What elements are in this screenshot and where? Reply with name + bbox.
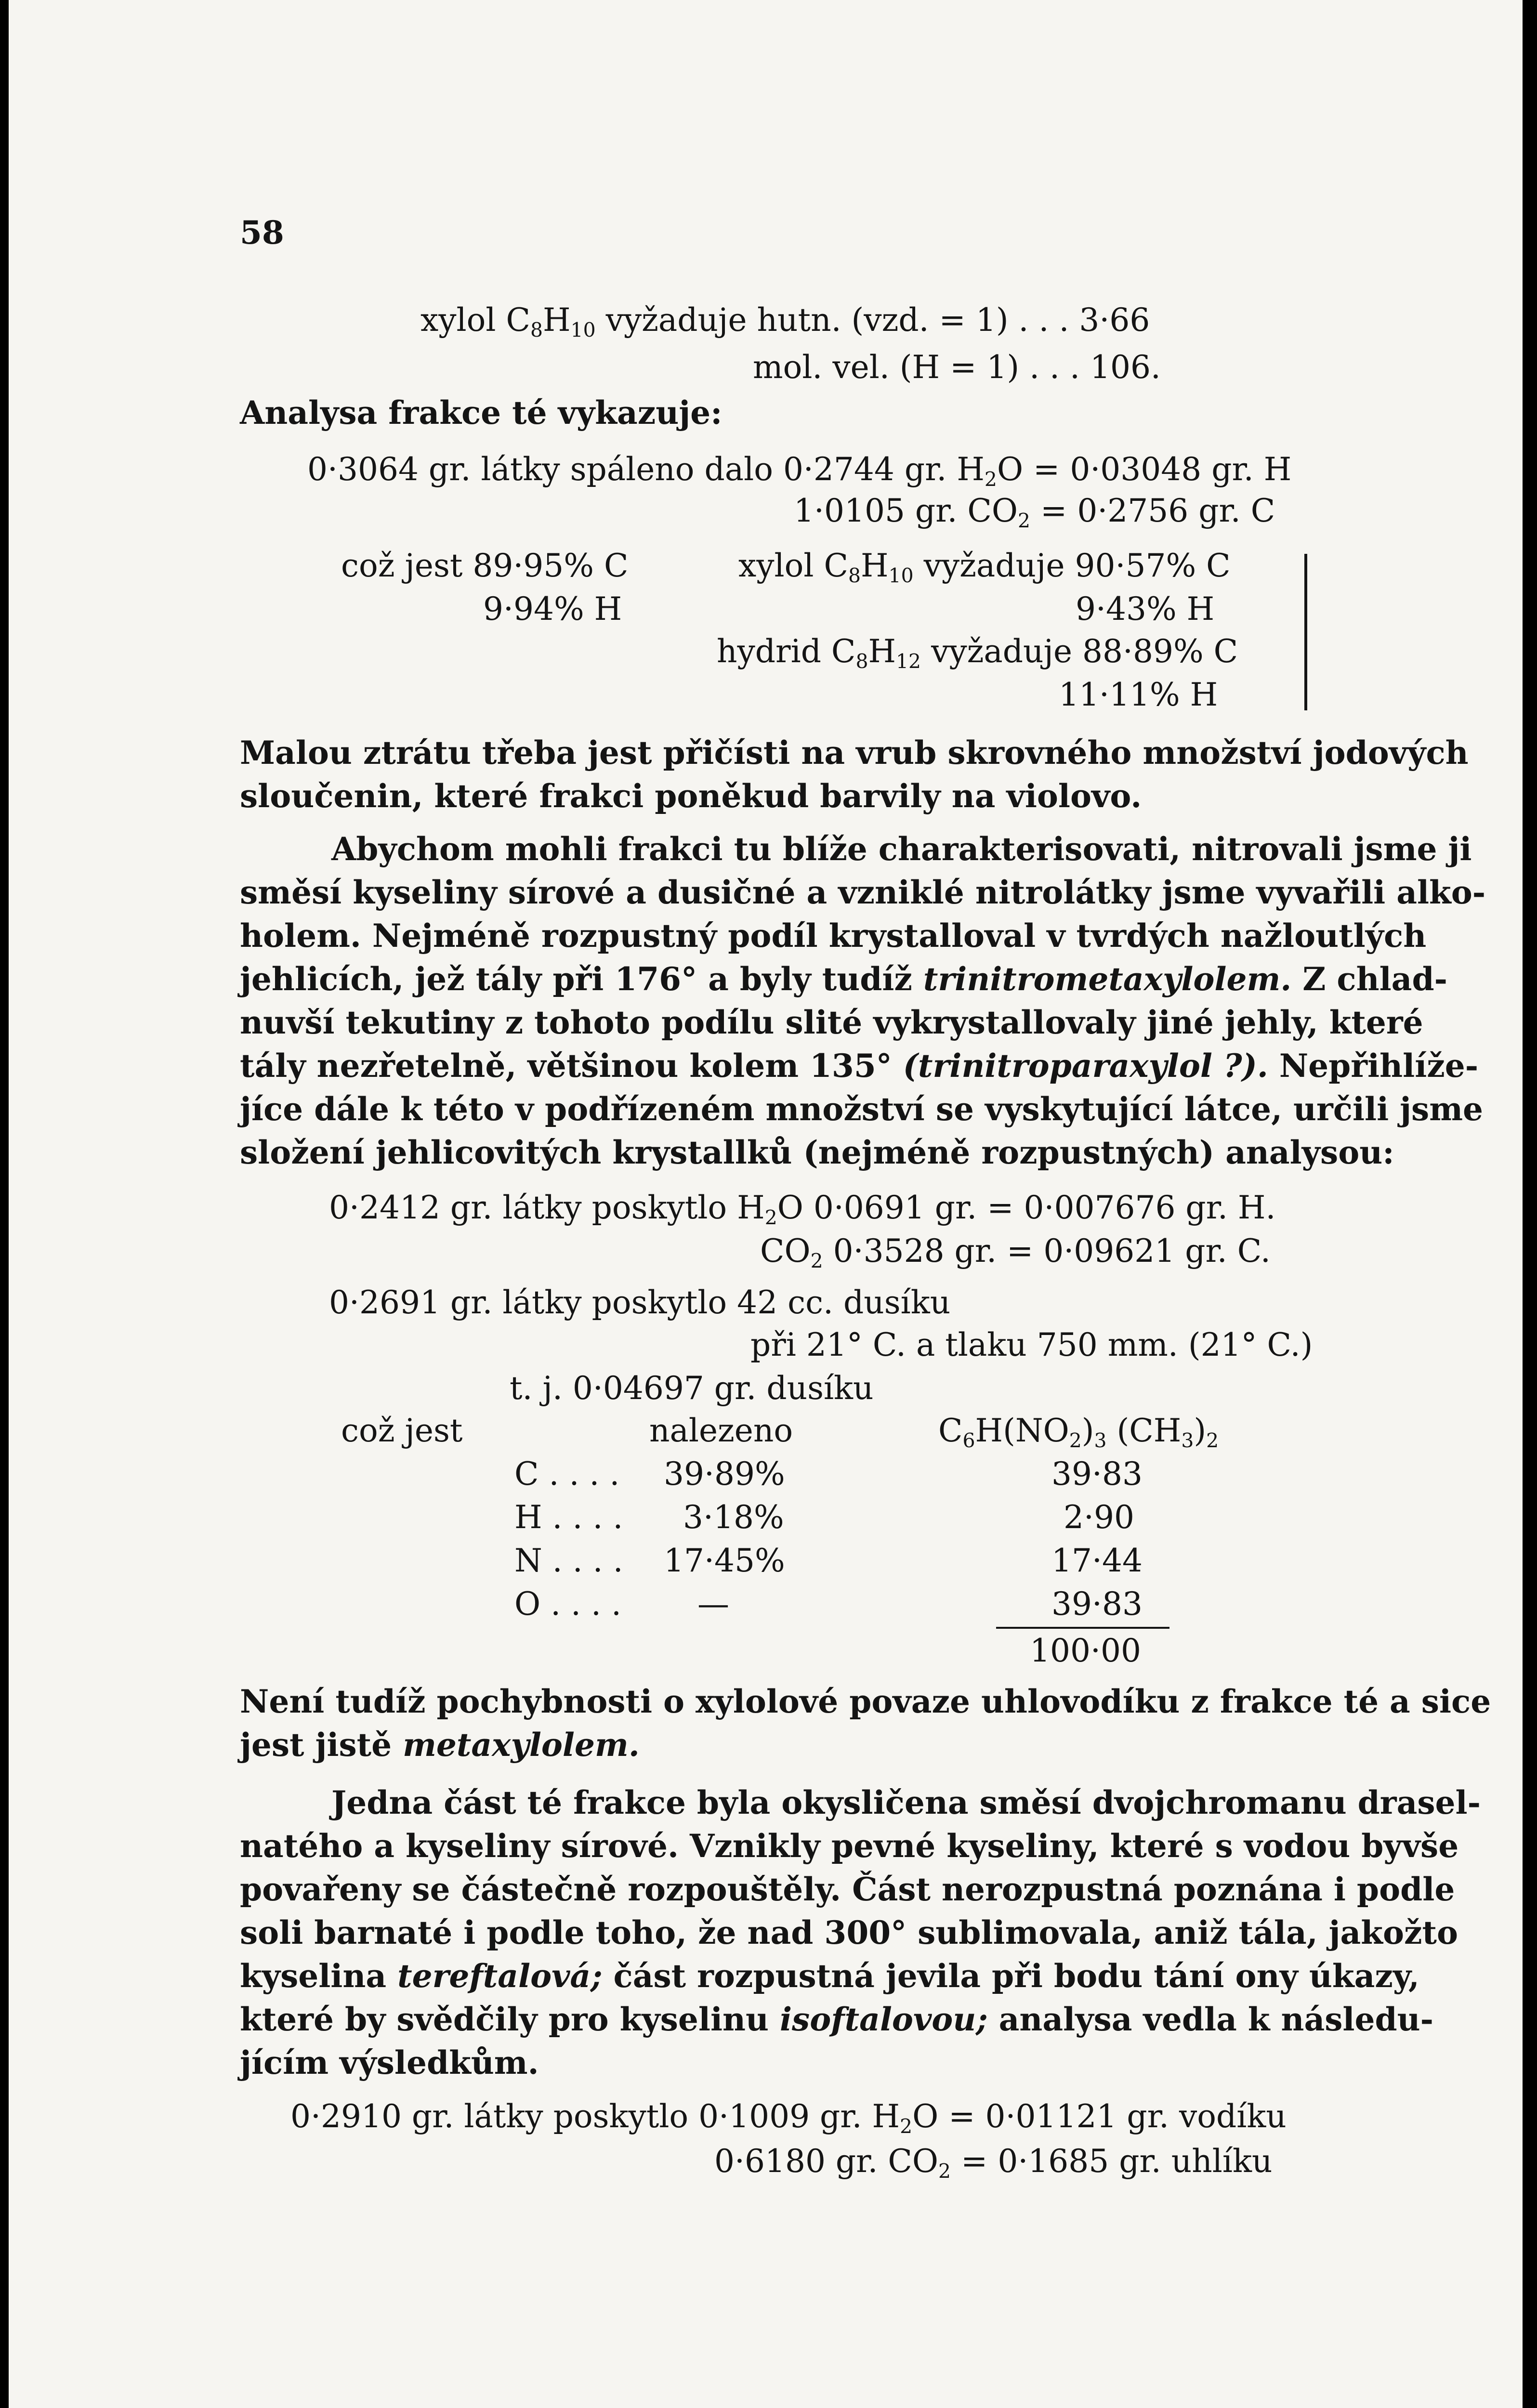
para2-line3: holem. Nejméně rozpustný podíl krystalloval v tvrdých nažloutlých xyxy=(240,917,1427,955)
bracket-line xyxy=(1304,554,1307,710)
molar-weight-line: mol. vel. (H = 1) . . . 106. xyxy=(753,349,1161,386)
table-total: 100·00 xyxy=(1030,1632,1141,1669)
para4-line4: soli barnaté i podle toho, že nad 300° sublimovala, aniž tála, jakožto xyxy=(240,1914,1458,1951)
para4-line2: natého a kyseliny sírové. Vznikly pevné kyseliny, které s vodou byvše xyxy=(240,1827,1459,1865)
hydrid-hydrogen: 11·11% H xyxy=(1059,676,1218,713)
table-row-element: N . . . . xyxy=(514,1542,623,1579)
table-label: což jest xyxy=(341,1412,463,1449)
analysis1-row1: 0·3064 gr. látky spáleno dalo 0·2744 gr. $H_2O = 0\cdot 03048$ gr. H xyxy=(307,451,1292,491)
xylol-requirement: xylol $C_8H_{10}$ vyžaduje 90·57% C xyxy=(738,547,1231,588)
para4-line7: jícím výsledkům. xyxy=(240,2044,539,2081)
para2-line5: nuvší tekutiny z tohoto podílu slité vykrystallovaly jiné jehly, které xyxy=(240,1004,1423,1041)
table-row-element: C . . . . xyxy=(514,1455,620,1492)
para2-line6: tály nezřetelně, většinou kolem 135° (trinitroparaxylol ?). Nepřihlíže- xyxy=(240,1047,1479,1085)
found-carbon: což jest 89·95% C xyxy=(341,547,629,584)
table-row-found: 17·45% xyxy=(664,1542,785,1579)
para3-line1: Není tudíž pochybnosti o xylolové povaze uhlovodíku z frakce té a sice xyxy=(240,1683,1491,1720)
para2-line8: složení jehlicovitých krystallků (nejméně rozpustných) analysou: xyxy=(240,1134,1394,1171)
analysa-heading: Analysa frakce té vykazuje: xyxy=(240,394,723,432)
scanned-page xyxy=(9,0,1523,2408)
page-number: 58 xyxy=(240,214,284,251)
para2-line7: jíce dále k této v podřízeném množství se vyskytující látce, určili jsme xyxy=(240,1090,1484,1128)
xylol-hydrogen: 9·43% H xyxy=(1076,590,1215,628)
table-row-calc: 39·83 xyxy=(1051,1585,1143,1623)
analysis1-row2: 1·0105 gr. $CO_2 = 0\cdot 2756$ gr. C xyxy=(794,492,1275,533)
analysis2-row1: 0·2412 gr. látky poskytlo $H_2O$ 0·0691 gr. = 0·007676 gr. H. xyxy=(329,1189,1276,1230)
para2-line1: Abychom mohli frakci tu blíže charakterisovati, nitrovali jsme ji xyxy=(331,830,1472,868)
para4-line3: povařeny se částečně rozpouštěly. Část nerozpustná poznána i podle xyxy=(240,1871,1455,1908)
analysis2-row2: $CO_2$ 0·3528 gr. = 0·09621 gr. C. xyxy=(760,1232,1271,1273)
table-row-found: 3·18% xyxy=(683,1499,784,1536)
hydrid-requirement: hydrid $C_8H_{12}$ vyžaduje 88·89% C xyxy=(717,633,1238,673)
col-found-header: nalezeno xyxy=(649,1412,793,1449)
analysis2-row5: t. j. 0·04697 gr. dusíku xyxy=(510,1370,874,1407)
analysis2-row4: při 21° C. a tlaku 750 mm. (21° C.) xyxy=(750,1326,1313,1363)
table-row-element: H . . . . xyxy=(514,1499,623,1536)
table-row-calc: 2·90 xyxy=(1064,1499,1134,1536)
table-row-calc: 17·44 xyxy=(1051,1542,1143,1579)
para2-line2: směsí kyseliny sírové a dusičné a vzniklé nitrolátky jsme vyvařili alko- xyxy=(240,874,1486,911)
analysis2-row3: 0·2691 gr. látky poskytlo 42 cc. dusíku xyxy=(329,1284,951,1321)
sum-rule xyxy=(996,1627,1169,1629)
table-row-found: 39·89% xyxy=(664,1455,785,1492)
table-row-element: O . . . . xyxy=(514,1585,621,1623)
xylol-density-line: xylol $C_8H_{10}$ vyžaduje hutn. (vzd. = 1) . . . 3·66 xyxy=(420,301,1150,342)
para1-line2: sloučenin, které frakci poněkud barvily na violovo. xyxy=(240,777,1142,815)
final-row1: 0·2910 gr. látky poskytlo 0·1009 gr. $H_2O = 0\cdot 01121$ gr. vodíku xyxy=(290,2098,1287,2138)
para4-line6: které by svědčily pro kyselinu isoftalovou; analysa vedla k následu- xyxy=(240,2001,1434,2038)
found-hydrogen: 9·94% H xyxy=(483,590,622,628)
table-row-found: — xyxy=(697,1585,729,1623)
table-row-calc: 39·83 xyxy=(1051,1455,1143,1492)
formula-header: $C_6H(NO_2)_3$ $(CH_3)_2$ xyxy=(938,1412,1219,1453)
para2-line4: jehlicích, jež tály při 176° a byly tudíž trinitrometaxylolem. Z chlad- xyxy=(240,960,1447,998)
para4-line5: kyselina tereftalová; část rozpustná jevila při bodu tání ony úkazy, xyxy=(240,1957,1419,1995)
final-row2: 0·6180 gr. $CO_2 = 0\cdot 1685$ gr. uhlíku xyxy=(714,2143,1273,2183)
para1-line1: Malou ztrátu třeba jest přičísti na vrub skrovného množství jodových xyxy=(240,734,1469,772)
para4-line1: Jedna část té frakce byla okysličena směsí dvojchromanu drasel- xyxy=(331,1784,1481,1821)
para3-line2: jest jistě metaxylolem. xyxy=(240,1726,640,1764)
